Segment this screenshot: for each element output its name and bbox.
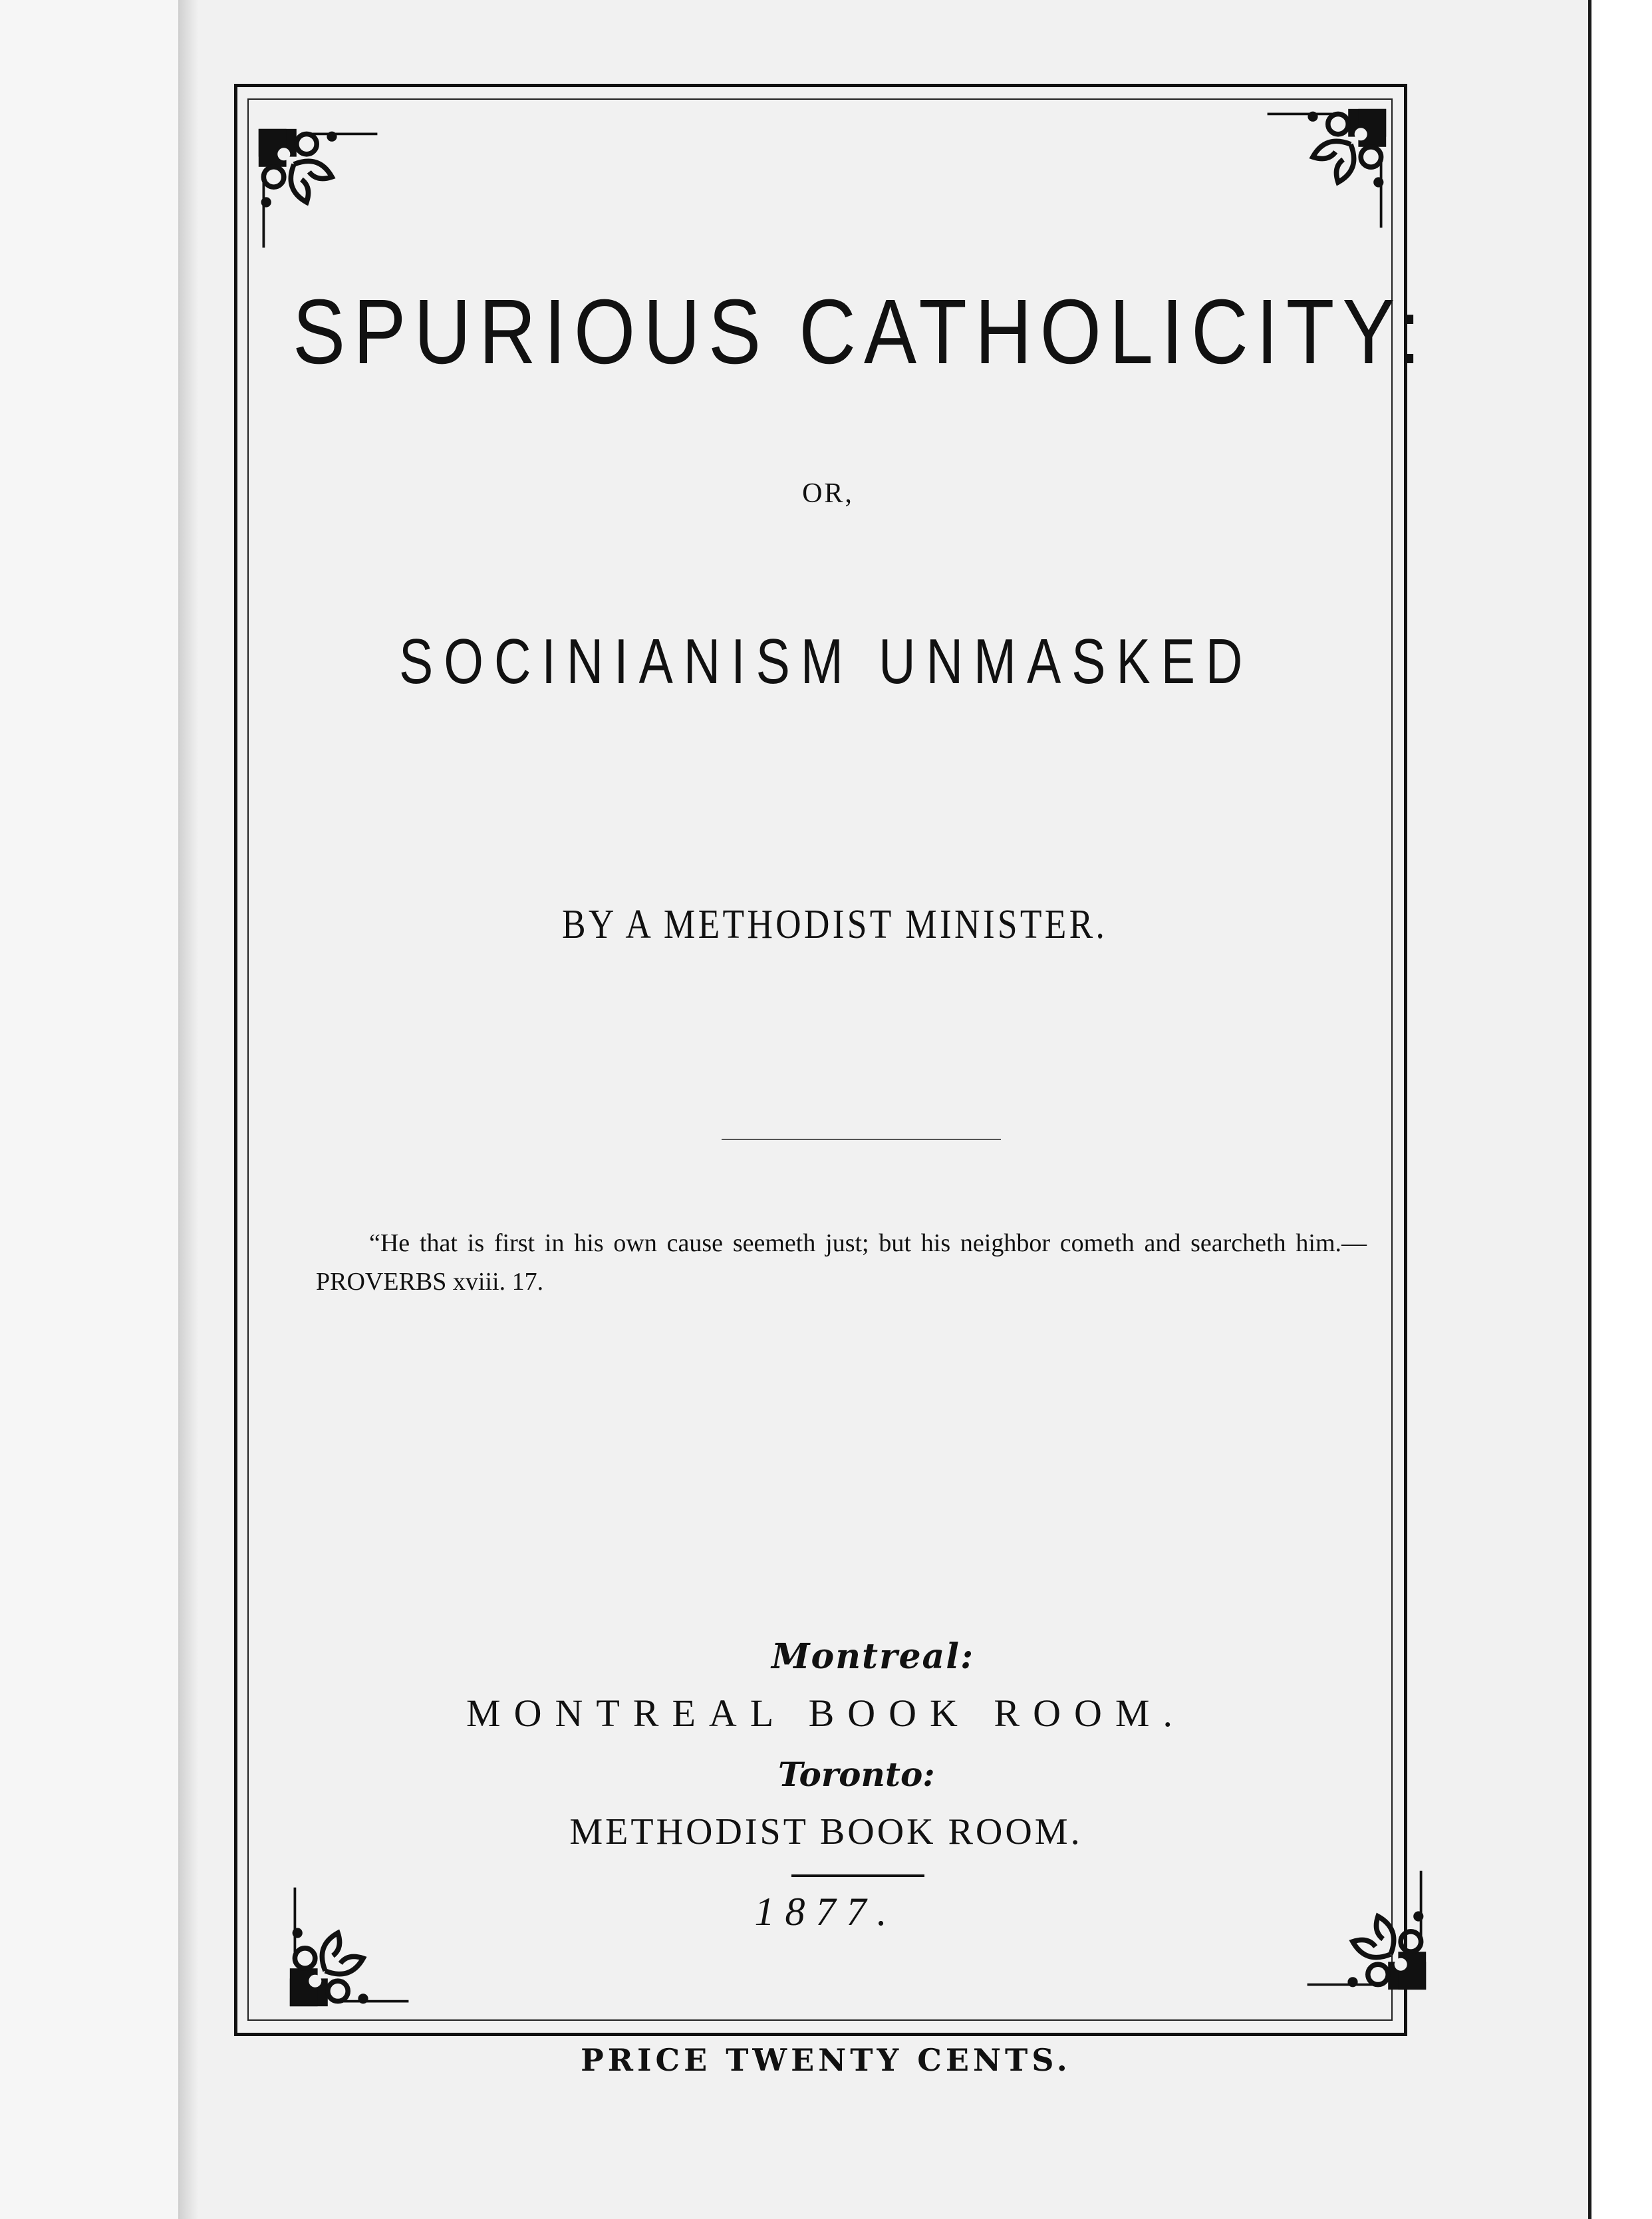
scroll-ornament-icon bbox=[256, 126, 382, 253]
publication-year: 1877. bbox=[754, 1890, 898, 1934]
book-subtitle: SOCINIANISM UNMASKED bbox=[399, 626, 1254, 697]
imprint-place-montreal: Montreal: bbox=[771, 1636, 975, 1677]
scroll-ornament-icon bbox=[1262, 106, 1389, 233]
right-page-edge bbox=[1588, 0, 1652, 2219]
author-line: BY A METHODIST MINISTER. bbox=[562, 902, 1108, 947]
imprint-place-toronto: Toronto: bbox=[778, 1755, 935, 1794]
left-page-edge bbox=[0, 0, 180, 2219]
price-line: PRICE TWENTY CENTS. bbox=[581, 2042, 1071, 2078]
book-title: SPURIOUS CATHOLICITY: bbox=[293, 281, 1429, 383]
gutter-shadow bbox=[178, 0, 198, 2219]
imprint-publisher-montreal: MONTREAL BOOK ROOM. bbox=[466, 1692, 1186, 1735]
divider-rule bbox=[722, 1139, 1001, 1140]
title-connector: OR, bbox=[802, 478, 854, 509]
imprint-publisher-toronto: METHODIST BOOK ROOM. bbox=[569, 1811, 1083, 1852]
year-rule bbox=[791, 1874, 924, 1877]
epigraph-quote: “He that is first in his own cause seemeth just; but his neighbor cometh and searcheth him.—PROVERBS xviii. 17. bbox=[316, 1229, 1367, 1296]
